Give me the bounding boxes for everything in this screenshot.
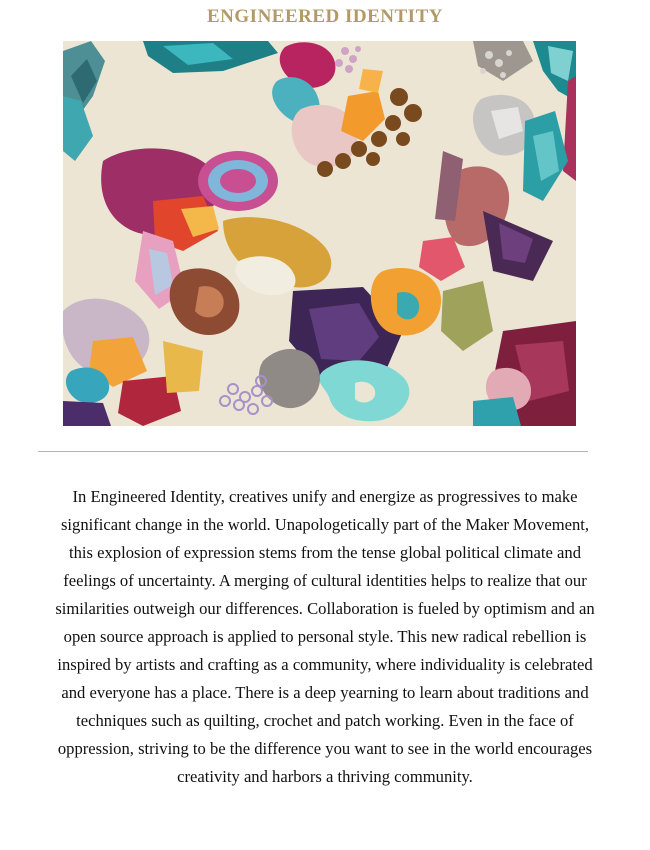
article-body: In Engineered Identity, creatives unify and energize as progressives to make significant change in the world. Unapologetically part of the Maker Movement, this explosion of expression stems from the tense global political climate and feelings of uncertainty. A merging of cultural identities helps to realize that our similarities outweigh our differences. Collaboration is fueled by optimism and an open source approach is applied to personal style. This new radical rebellion is inspired by artists and crafting as a community, where individuality is celebrated and everyone has a place. There is a deep yearning to learn about traditions and techniques such as quilting, crochet and patch working. Even in the face of oppression, striving to be the difference you want to see in the world encourages creativity and harbors a thriving community.: [55, 487, 595, 786]
collage-illustration: [63, 41, 576, 426]
section-divider: [38, 451, 588, 452]
collage-artwork: [63, 41, 576, 426]
page-title: ENGINEERED IDENTITY: [207, 6, 443, 27]
